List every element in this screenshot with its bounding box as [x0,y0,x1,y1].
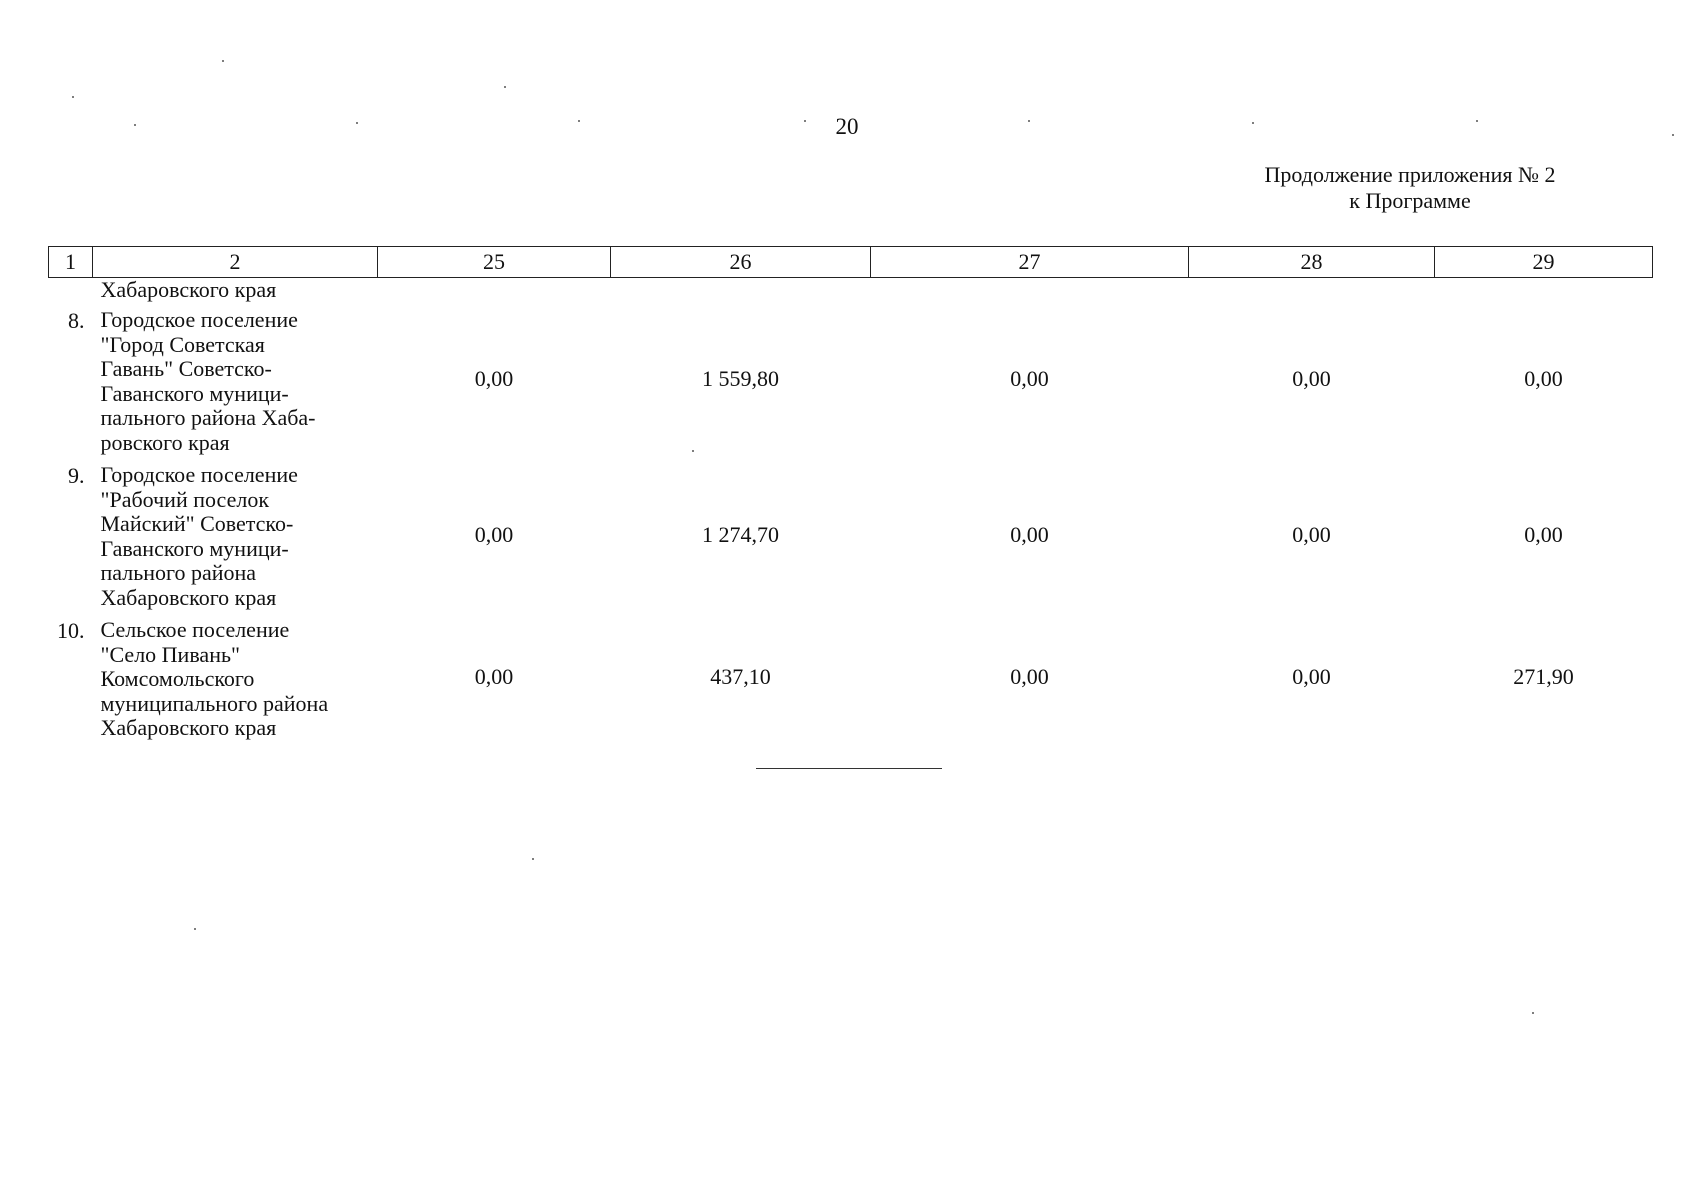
scan-speck [1252,122,1254,124]
column-header: 28 [1189,247,1435,278]
appendix-note [1180,162,1640,214]
column-header: 26 [611,247,871,278]
column-header: 25 [378,247,611,278]
end-of-table-rule [756,768,942,769]
scan-speck [1532,1012,1534,1014]
value-cell: 0,00 [1292,365,1331,391]
value-cell: 0,00 [1292,521,1331,547]
value-cell: 0,00 [1010,365,1049,391]
continuation-text: Хабаровского края [100,277,277,302]
municipality-name: Городское поселение "Город Советская Гавань" Советско- Гаванского муници- пального района Хаба- ровского края [100,307,316,455]
scan-speck [356,122,358,124]
value-cell: 0,00 [1524,521,1563,547]
scan-speck [222,60,224,62]
row-number: 10. [57,618,85,643]
row-number: 8. [68,308,85,333]
value-cell: 0,00 [1292,664,1331,690]
table-row [49,459,1653,614]
value-cell: 0,00 [474,664,514,690]
scan-speck [692,450,694,452]
column-header: 29 [1435,247,1653,278]
scan-speck [72,96,74,98]
scan-speck [1672,134,1674,136]
value-cell: 0,00 [1010,521,1049,547]
data-table [48,246,1653,745]
scan-speck [804,120,806,122]
table-row [49,614,1653,745]
scan-speck [504,86,506,88]
column-header: 27 [871,247,1189,278]
scan-speck [1476,120,1478,122]
header-row [49,247,1653,278]
value-cell: 0,00 [1010,664,1049,690]
value-cell: 437,10 [710,664,771,690]
scan-speck [532,858,534,860]
scan-speck [1028,120,1030,122]
value-cell: 0,00 [474,365,514,391]
scan-speck [134,124,136,126]
table-row [49,302,1653,459]
row-number: 9. [68,463,85,488]
value-cell: 271,90 [1513,664,1574,690]
column-header: 1 [49,247,93,278]
continuation-row [49,278,1653,303]
value-cell: 1 559,80 [702,365,779,391]
appendix-note-line-1: Продолжение приложения № 2 [1264,162,1556,187]
municipality-name: Городское поселение "Рабочий поселок Майский" Советско- Гаванского муници- пального района Хабаровского края [100,462,298,610]
municipality-name: Сельское поселение "Село Пивань" Комсомольского муниципального района Хабаровского края [100,617,329,740]
scan-speck [194,928,196,930]
scan-speck [578,120,580,122]
value-cell: 0,00 [474,521,514,547]
value-cell: 0,00 [1524,365,1563,391]
page-number: 20 [835,114,859,139]
appendix-note-line-2: к Программе [1349,188,1471,213]
value-cell: 1 274,70 [702,521,779,547]
column-header: 2 [93,247,378,278]
